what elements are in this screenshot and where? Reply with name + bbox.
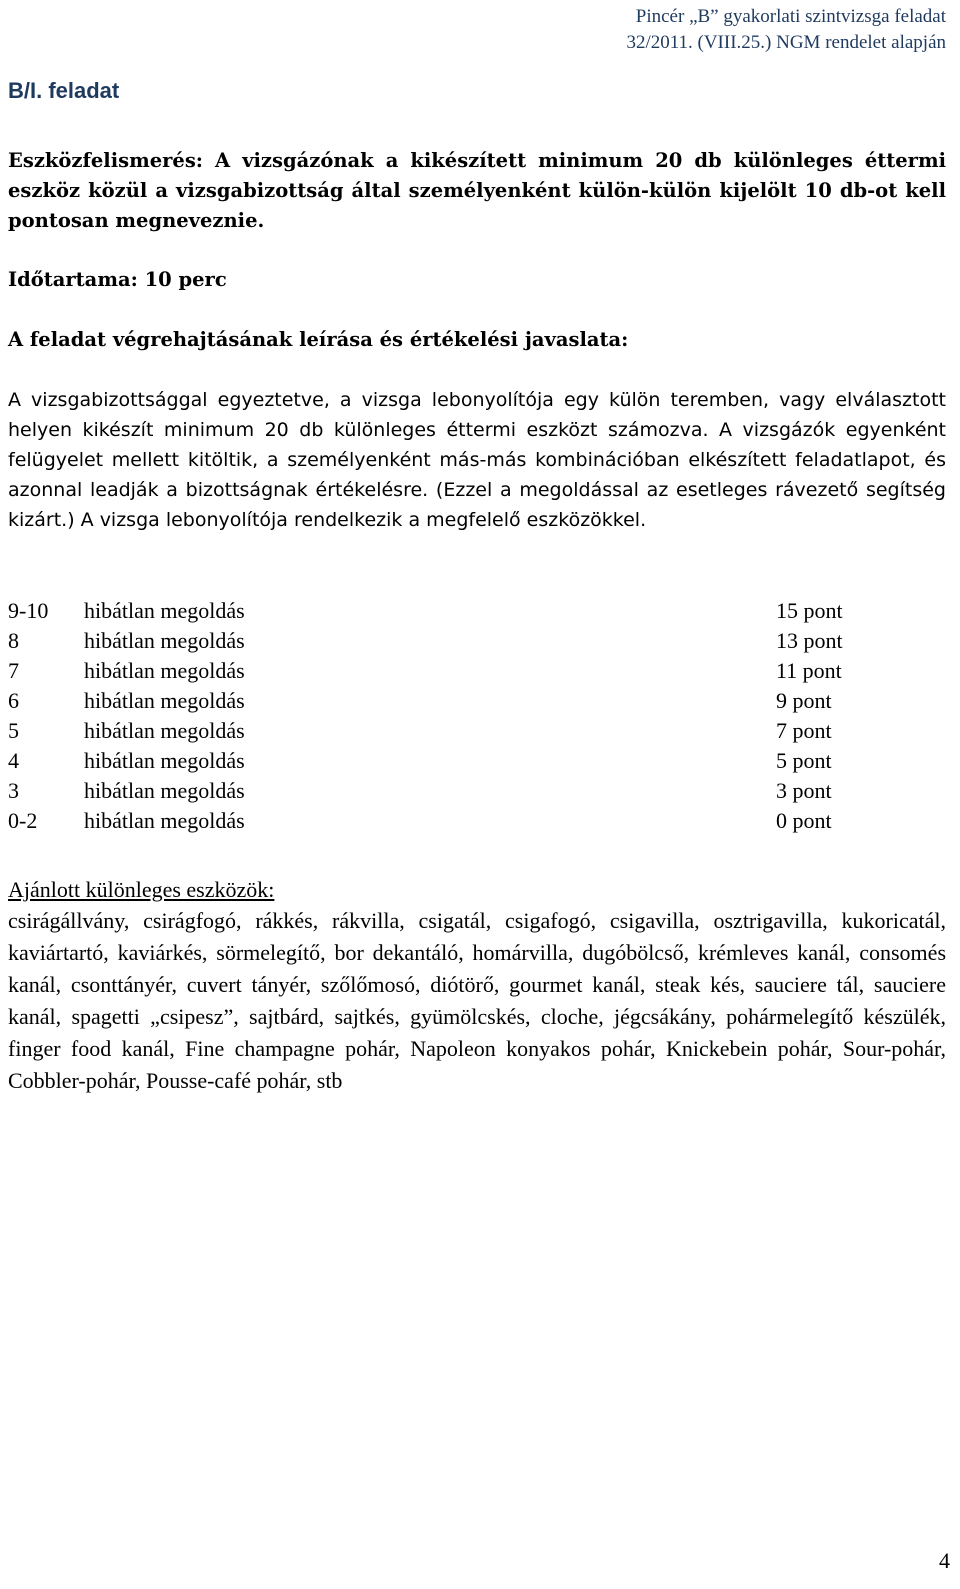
scoring-range: 6 <box>8 688 19 713</box>
scoring-range: 0-2 <box>8 808 38 833</box>
scoring-row <box>8 806 856 836</box>
scoring-label: hibátlan megoldás <box>84 808 245 833</box>
scoring-label: hibátlan megoldás <box>84 688 245 713</box>
tools-title: Ajánlott különleges eszközök: <box>8 877 275 902</box>
header-line-1: Pincér „B” gyakorlati szintvizsga feladat <box>635 6 946 27</box>
scoring-range: 8 <box>8 628 19 653</box>
scoring-range: 3 <box>8 778 19 803</box>
scoring-row <box>8 686 856 716</box>
scoring-row <box>8 656 856 686</box>
scoring-points: 7 pont <box>776 718 832 743</box>
howto-body: A vizsgabizottsággal egyeztetve, a vizsga lebonyolítója egy külön teremben, vagy elválasztott helyen kikészít minimum 20 db különleges éttermi eszközt számozva. A vizsgázók egyenként felügyelet mellett kitöltik, a személyenként más-más kombinációban elkészített feladatlapot, és azonnal leadják a bizottságnak értékelésre. (Ezzel a megoldással az esetleges rávezető segítség kizárt.) A vizsga lebonyolítója rendelkezik a megfelelő eszközökkel. <box>8 389 946 531</box>
scoring-points: 13 pont <box>776 628 843 653</box>
scoring-range: 5 <box>8 718 19 743</box>
page-number: 4 <box>939 1548 950 1573</box>
howto-title: A feladat végrehajtásának leírása és értékelési javaslata: <box>8 328 629 351</box>
page-header <box>626 4 946 56</box>
scoring-label: hibátlan megoldás <box>84 778 245 803</box>
scoring-range: 7 <box>8 658 19 683</box>
scoring-label: hibátlan megoldás <box>84 658 245 683</box>
scoring-label: hibátlan megoldás <box>84 718 245 743</box>
scoring-points: 9 pont <box>776 688 832 713</box>
duration: Időtartama: 10 perc <box>8 268 227 291</box>
scoring-table <box>8 596 856 836</box>
task-description: Eszközfelismerés: A vizsgázónak a kikészített minimum 20 db különleges éttermi eszköz közül a vizsgabizottság által személyenként külön-külön kijelölt 10 db-ot kell pontosan megneveznie. <box>8 149 946 232</box>
scoring-label: hibátlan megoldás <box>84 598 245 623</box>
scoring-label: hibátlan megoldás <box>84 748 245 773</box>
scoring-row <box>8 746 856 776</box>
header-line-2: 32/2011. (VIII.25.) NGM rendelet alapján <box>626 32 946 53</box>
scoring-row <box>8 776 856 806</box>
scoring-points: 15 pont <box>776 598 843 623</box>
scoring-row <box>8 596 856 626</box>
scoring-points: 0 pont <box>776 808 832 833</box>
scoring-range: 4 <box>8 748 19 773</box>
scoring-range: 9-10 <box>8 598 49 623</box>
scoring-label: hibátlan megoldás <box>84 628 245 653</box>
scoring-points: 5 pont <box>776 748 832 773</box>
scoring-row <box>8 716 856 746</box>
scoring-points: 11 pont <box>776 658 842 683</box>
scoring-points: 3 pont <box>776 778 832 803</box>
section-title: B/I. feladat <box>8 78 120 103</box>
scoring-row <box>8 626 856 656</box>
tools-list: csirágállvány, csirágfogó, rákkés, rákvilla, csigatál, csigafogó, csigavilla, osztrigavilla, kukoricatál, kaviártartó, kaviárkés, sörmelegítő, bor dekantáló, homárvilla, dugóbölcső, krémleves kanál, consomés kanál, csonttányér, cuvert tányér, szőlőmosó, diótörő, gourmet kanál, steak kés, sauciere tál, sauciere kanál, spagetti „csipesz”, sajtbárd, sajtkés, gyümölcskés, cloche, jégcsákány, pohármelegítő készülék, finger food kanál, Fine champagne pohár, Napoleon konyakos pohár, Knickebein pohár, Sour-pohár, Cobbler-pohár, Pousse-café pohár, stb <box>8 908 946 1093</box>
